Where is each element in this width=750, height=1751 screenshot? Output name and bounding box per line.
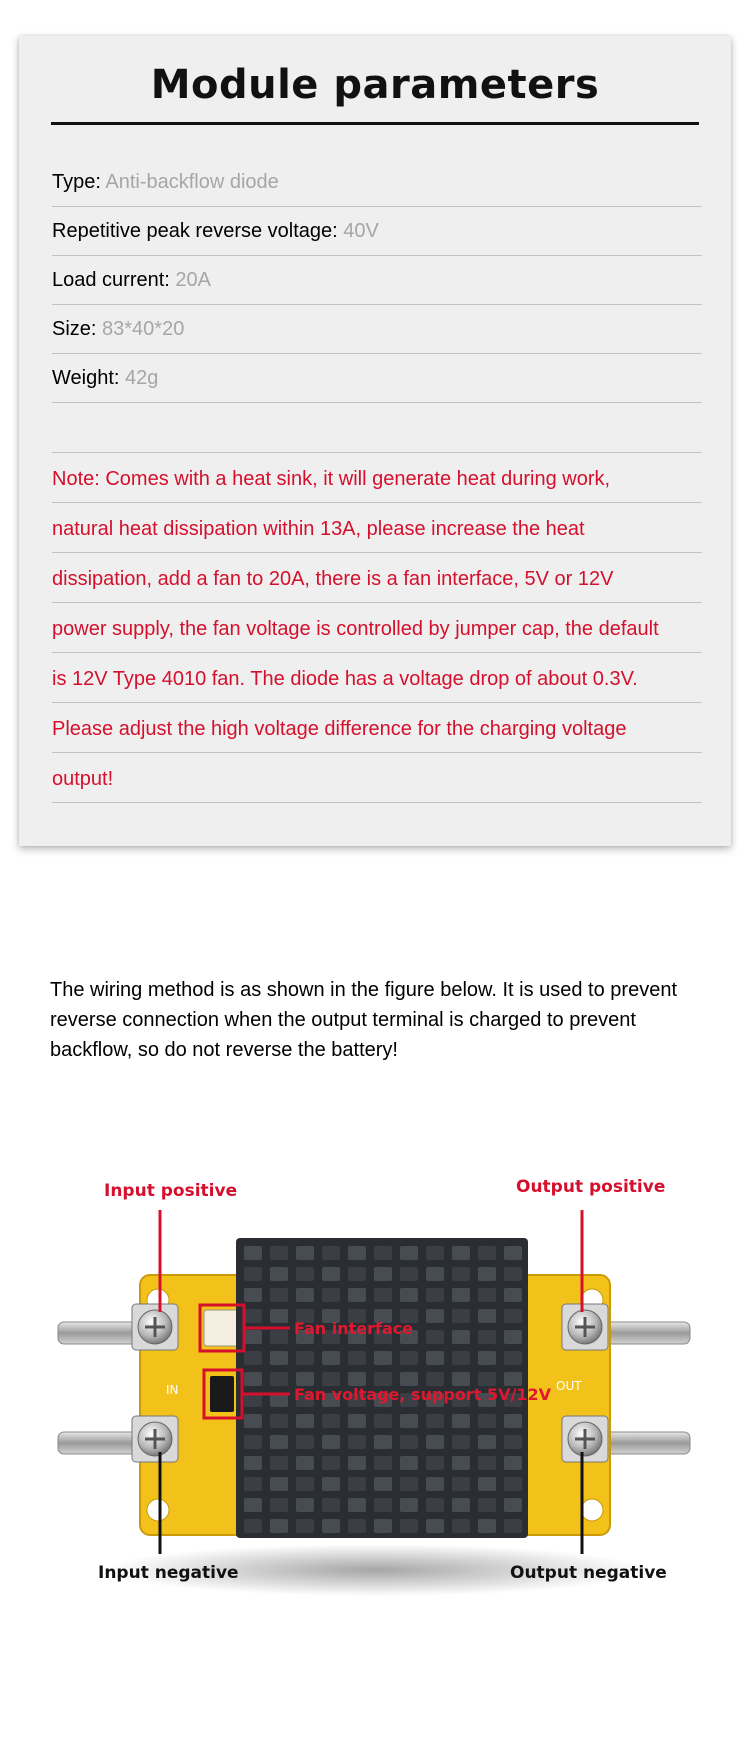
input-positive-label: Input positive: [104, 1181, 238, 1201]
heatsink-fin: [296, 1246, 314, 1260]
heatsink-fin: [452, 1267, 470, 1281]
param-row-load-current: [52, 256, 702, 305]
input-negative-label: Input negative: [98, 1563, 239, 1583]
heatsink-fin: [426, 1372, 444, 1386]
heatsink-fin: [374, 1267, 392, 1281]
heatsink-fin: [426, 1246, 444, 1260]
wiring-diagram: [0, 1170, 750, 1620]
heatsink-fin: [296, 1372, 314, 1386]
heatsink-fin: [322, 1288, 340, 1302]
heatsink-fin: [270, 1309, 288, 1323]
heatsink-fin: [426, 1288, 444, 1302]
heatsink-fin: [296, 1435, 314, 1449]
heatsink-fin: [504, 1435, 522, 1449]
heatsink-fin: [322, 1477, 340, 1491]
heatsink-fin: [374, 1456, 392, 1470]
heatsink-fin: [400, 1519, 418, 1533]
heatsink-fin: [244, 1330, 262, 1344]
param-row-type: [52, 158, 702, 207]
heatsink-fin: [478, 1498, 496, 1512]
board-label-in: IN: [166, 1383, 179, 1397]
board-label-out: OUT: [556, 1379, 582, 1393]
heatsink-fin: [452, 1477, 470, 1491]
heatsink-fin: [504, 1498, 522, 1512]
heatsink-fin: [322, 1351, 340, 1365]
mounting-hole: [581, 1499, 603, 1521]
heatsink-fin: [244, 1372, 262, 1386]
heatsink-fin: [348, 1351, 366, 1365]
mounting-hole: [147, 1499, 169, 1521]
heatsink-fin: [400, 1435, 418, 1449]
heatsink-fin: [374, 1435, 392, 1449]
module-parameters-card: [19, 36, 731, 846]
heatsink-fin: [374, 1372, 392, 1386]
heatsink-fin: [426, 1414, 444, 1428]
note-line: natural heat dissipation within 13A, please increase the heat: [52, 503, 702, 553]
param-value: 40V: [343, 220, 379, 242]
heatsink-fin: [244, 1288, 262, 1302]
heatsink-fin: [244, 1435, 262, 1449]
param-label: Size:: [52, 318, 97, 340]
heatsink-fin: [426, 1456, 444, 1470]
wiring-description: The wiring method is as shown in the figure below. It is used to prevent reverse connection when the output terminal is charged to prevent backflow, so do not reverse the battery!: [50, 979, 678, 1061]
note-line: output!: [52, 753, 702, 803]
heatsink-fin: [244, 1456, 262, 1470]
heatsink-fin: [322, 1414, 340, 1428]
heatsink-fin: [270, 1372, 288, 1386]
param-value: Anti-backflow diode: [105, 171, 279, 193]
heatsink-fin: [452, 1372, 470, 1386]
heatsink-fin: [504, 1267, 522, 1281]
param-value: 20A: [175, 269, 212, 291]
heatsink-fin: [244, 1351, 262, 1365]
heatsink-fin: [478, 1477, 496, 1491]
heatsink-fin: [400, 1372, 418, 1386]
heatsink-fin: [296, 1498, 314, 1512]
heatsink-fin: [400, 1456, 418, 1470]
heatsink-fin: [244, 1309, 262, 1323]
note-line: dissipation, add a fan to 20A, there is a fan interface, 5V or 12V: [52, 553, 702, 603]
heatsink-fin: [296, 1477, 314, 1491]
heatsink-fin: [296, 1267, 314, 1281]
heatsink-fin: [400, 1288, 418, 1302]
heatsink-fin: [478, 1330, 496, 1344]
heatsink-fin: [296, 1519, 314, 1533]
param-label: Type:: [52, 171, 101, 193]
heatsink-fin: [478, 1435, 496, 1449]
heatsink-fin: [400, 1351, 418, 1365]
heatsink-fin: [374, 1351, 392, 1365]
fan-connector: [204, 1310, 240, 1346]
heatsink-fin: [322, 1456, 340, 1470]
param-row-size: [52, 305, 702, 354]
heatsink-fin: [400, 1477, 418, 1491]
note-line: Please adjust the high voltage difference for the charging voltage: [52, 703, 702, 753]
heatsink-fin: [452, 1309, 470, 1323]
heatsink-fin: [400, 1246, 418, 1260]
heatsink-fin: [504, 1372, 522, 1386]
heatsink-fin: [270, 1351, 288, 1365]
heatsink-fin: [400, 1414, 418, 1428]
heatsink-fin: [400, 1498, 418, 1512]
heatsink-fin: [504, 1477, 522, 1491]
heatsink-fin: [270, 1267, 288, 1281]
note-line: is 12V Type 4010 fan. The diode has a voltage drop of about 0.3V.: [52, 653, 702, 703]
heatsink-fin: [270, 1498, 288, 1512]
heatsink-fin: [270, 1330, 288, 1344]
heatsink-fin: [348, 1414, 366, 1428]
module-parameters-title: Module parameters: [150, 62, 600, 108]
heatsink-fin: [504, 1351, 522, 1365]
heatsink-fin: [348, 1498, 366, 1512]
param-value: 42g: [125, 367, 159, 389]
heatsink-fin: [270, 1288, 288, 1302]
heatsink-fin: [426, 1477, 444, 1491]
heatsink-fin: [374, 1519, 392, 1533]
heatsink-fin: [244, 1246, 262, 1260]
heatsink-fin: [478, 1267, 496, 1281]
heatsink-fin: [296, 1414, 314, 1428]
heatsink-fin: [478, 1288, 496, 1302]
heatsink-fin: [270, 1456, 288, 1470]
heatsink-fin: [426, 1330, 444, 1344]
heatsink-fin: [322, 1372, 340, 1386]
heatsink-fin: [504, 1519, 522, 1533]
heatsink-fin: [452, 1498, 470, 1512]
heatsink-fin: [322, 1519, 340, 1533]
heatsink-fin: [348, 1288, 366, 1302]
heatsink-fin: [296, 1351, 314, 1365]
heatsink-fin: [426, 1435, 444, 1449]
heatsink-fin: [504, 1414, 522, 1428]
fan-voltage-label: Fan voltage, support 5V/12V: [294, 1385, 551, 1404]
heatsink-fin: [244, 1498, 262, 1512]
heatsink-fin: [426, 1267, 444, 1281]
heatsink-fin: [478, 1414, 496, 1428]
heatsink-fin: [296, 1456, 314, 1470]
param-row-reverse-voltage: [52, 207, 702, 256]
heatsink-fin: [322, 1267, 340, 1281]
fan-voltage-jumper: [210, 1376, 234, 1412]
heatsink-fin: [270, 1435, 288, 1449]
heatsink-fin: [452, 1330, 470, 1344]
heatsink-fin: [244, 1267, 262, 1281]
heatsink-fin: [452, 1288, 470, 1302]
heatsink-fin: [478, 1456, 496, 1470]
heatsink-fin: [478, 1372, 496, 1386]
heatsink-fin: [244, 1414, 262, 1428]
heatsink-fin: [504, 1309, 522, 1323]
param-row-weight: [52, 354, 702, 403]
note-line: Note: Comes with a heat sink, it will generate heat during work,: [52, 453, 702, 503]
fan-interface-label: Fan interface: [294, 1319, 414, 1338]
heatsink-fin: [348, 1372, 366, 1386]
heatsink-fin: [452, 1456, 470, 1470]
heatsink-fin: [504, 1246, 522, 1260]
heatsink-fin: [322, 1498, 340, 1512]
heatsink-fin: [348, 1246, 366, 1260]
heatsink-fin: [322, 1246, 340, 1260]
heatsink-fin: [400, 1267, 418, 1281]
heatsink-fin: [478, 1351, 496, 1365]
output-negative-label: Output negative: [510, 1563, 667, 1583]
heatsink-fin: [478, 1309, 496, 1323]
heatsink-fin: [426, 1519, 444, 1533]
param-label: Repetitive peak reverse voltage:: [52, 220, 338, 242]
heatsink-fin: [374, 1288, 392, 1302]
heatsink-fin: [374, 1498, 392, 1512]
heatsink-fin: [478, 1246, 496, 1260]
output-positive-label: Output positive: [516, 1177, 666, 1197]
heatsink-fin: [348, 1267, 366, 1281]
heatsink-fin: [348, 1456, 366, 1470]
heatsink-fin: [452, 1246, 470, 1260]
heatsink-fin: [374, 1477, 392, 1491]
heatsink-fin: [348, 1435, 366, 1449]
heatsink-fin: [478, 1519, 496, 1533]
heatsink-fin: [374, 1246, 392, 1260]
heatsink-fin: [426, 1309, 444, 1323]
heatsink-fin: [348, 1519, 366, 1533]
param-label: Weight:: [52, 367, 120, 389]
heatsink-fin: [270, 1414, 288, 1428]
heatsink-fin: [270, 1477, 288, 1491]
heatsink-fin: [374, 1414, 392, 1428]
param-value: 83*40*20: [102, 318, 185, 340]
heatsink-fin: [244, 1519, 262, 1533]
heatsink-fin: [426, 1498, 444, 1512]
heatsink-fin: [348, 1477, 366, 1491]
heatsink-fin: [270, 1519, 288, 1533]
parameter-list: [52, 158, 702, 803]
param-label: Load current:: [52, 269, 170, 291]
heatsink-fin: [504, 1456, 522, 1470]
heatsink-fin: [452, 1414, 470, 1428]
title-underline: [51, 122, 699, 125]
heatsink-fin: [244, 1477, 262, 1491]
heatsink-fin: [504, 1330, 522, 1344]
note-line: power supply, the fan voltage is controlled by jumper cap, the default: [52, 603, 702, 653]
heatsink-fin: [296, 1288, 314, 1302]
param-row-spacer: [52, 403, 702, 453]
heatsink-fin: [504, 1288, 522, 1302]
heatsink-fin: [452, 1435, 470, 1449]
heatsink-fin: [452, 1519, 470, 1533]
heatsink-fin: [452, 1351, 470, 1365]
heatsink-fin: [322, 1435, 340, 1449]
heatsink-fin: [270, 1246, 288, 1260]
heatsink-fin: [426, 1351, 444, 1365]
